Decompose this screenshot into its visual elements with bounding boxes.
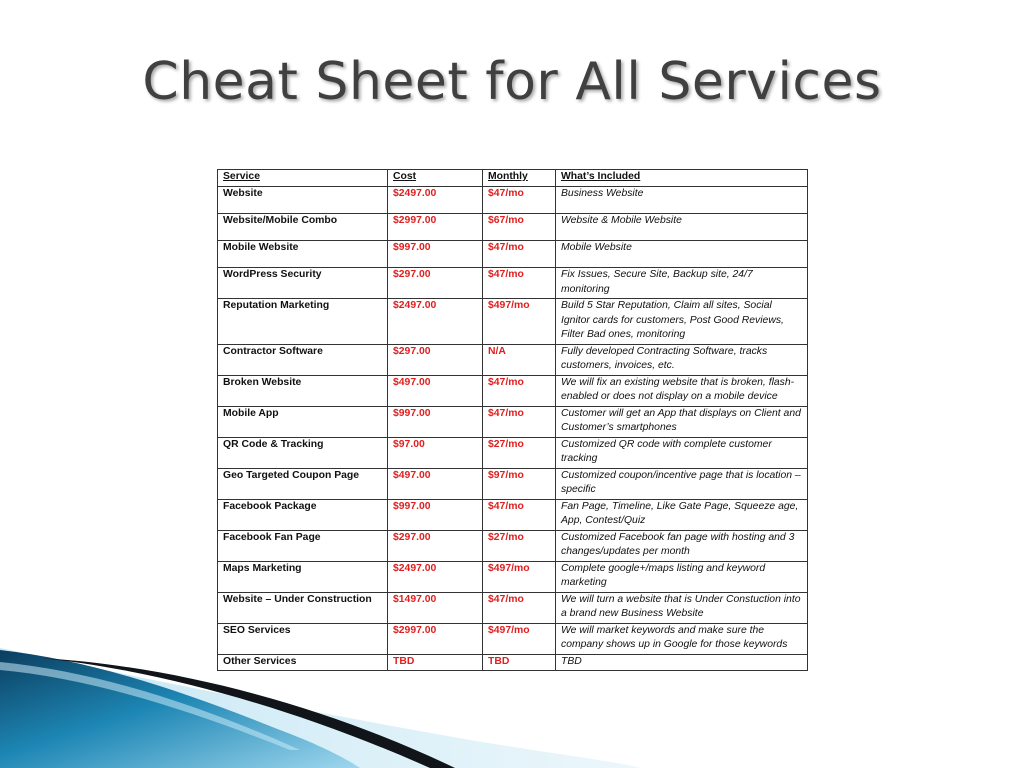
service-name: Mobile App (218, 406, 388, 437)
service-name: Broken Website (218, 375, 388, 406)
service-name: Website (218, 187, 388, 214)
service-included: We will fix an existing website that is broken, flash-enabled or does not display on a mobile device (556, 375, 808, 406)
table-row (218, 214, 808, 241)
service-monthly: N/A (483, 344, 556, 375)
service-name: Contractor Software (218, 344, 388, 375)
service-cost: $997.00 (388, 241, 483, 268)
service-included: Customer will get an App that displays on Client and Customer’s smartphones (556, 406, 808, 437)
table-row (218, 437, 808, 468)
service-name: Other Services (218, 654, 388, 671)
service-cost: $297.00 (388, 268, 483, 299)
service-monthly: $67/mo (483, 214, 556, 241)
table-row (218, 561, 808, 592)
table-row (218, 241, 808, 268)
table-row (218, 299, 808, 345)
service-monthly: $97/mo (483, 468, 556, 499)
header-whats-included: What’s Included (556, 170, 808, 187)
service-included: Business Website (556, 187, 808, 214)
service-name: Website – Under Construction (218, 592, 388, 623)
slide-title: Cheat Sheet for All Services (142, 52, 882, 112)
service-name: Reputation Marketing (218, 299, 388, 345)
service-cost: $2497.00 (388, 561, 483, 592)
service-cost: $497.00 (388, 468, 483, 499)
service-included: Build 5 Star Reputation, Claim all sites, Social Ignitor cards for customers, Post Good Reviews, Filter Bad ones, monitoring (556, 299, 808, 345)
service-name: Mobile Website (218, 241, 388, 268)
service-monthly: $27/mo (483, 437, 556, 468)
table-row (218, 268, 808, 299)
services-table-container (217, 169, 807, 671)
service-monthly: TBD (483, 654, 556, 671)
service-cost: $97.00 (388, 437, 483, 468)
service-included: Fan Page, Timeline, Like Gate Page, Squeeze age, App, Contest/Quiz (556, 499, 808, 530)
table-header-row (218, 170, 808, 187)
service-cost: $297.00 (388, 530, 483, 561)
service-monthly: $47/mo (483, 499, 556, 530)
service-cost: $1497.00 (388, 592, 483, 623)
header-monthly: Monthly (483, 170, 556, 187)
table-row (218, 499, 808, 530)
service-included: Website & Mobile Website (556, 214, 808, 241)
service-name: Maps Marketing (218, 561, 388, 592)
table-row (218, 468, 808, 499)
service-cost: $997.00 (388, 406, 483, 437)
header-service: Service (218, 170, 388, 187)
service-name: WordPress Security (218, 268, 388, 299)
service-cost: $497.00 (388, 375, 483, 406)
service-included: Fix Issues, Secure Site, Backup site, 24/7 monitoring (556, 268, 808, 299)
service-included: TBD (556, 654, 808, 671)
service-monthly: $47/mo (483, 268, 556, 299)
service-monthly: $497/mo (483, 561, 556, 592)
service-included: Customized coupon/incentive page that is location –specific (556, 468, 808, 499)
service-included: Customized QR code with complete customer tracking (556, 437, 808, 468)
table-row (218, 344, 808, 375)
service-cost: $997.00 (388, 499, 483, 530)
service-cost: $2497.00 (388, 187, 483, 214)
service-cost: $2497.00 (388, 299, 483, 345)
service-monthly: $47/mo (483, 241, 556, 268)
service-name: Website/Mobile Combo (218, 214, 388, 241)
service-included: Fully developed Contracting Software, tracks customers, invoices, etc. (556, 344, 808, 375)
service-cost: TBD (388, 654, 483, 671)
service-included: Mobile Website (556, 241, 808, 268)
service-name: Geo Targeted Coupon Page (218, 468, 388, 499)
service-monthly: $497/mo (483, 623, 556, 654)
service-monthly: $47/mo (483, 406, 556, 437)
table-row (218, 187, 808, 214)
service-cost: $297.00 (388, 344, 483, 375)
service-name: Facebook Package (218, 499, 388, 530)
service-cost: $2997.00 (388, 623, 483, 654)
service-included: Customized Facebook fan page with hosting and 3 changes/updates per month (556, 530, 808, 561)
service-name: Facebook Fan Page (218, 530, 388, 561)
service-included: We will market keywords and make sure the company shows up in Google for those keywords (556, 623, 808, 654)
service-monthly: $47/mo (483, 592, 556, 623)
service-cost: $2997.00 (388, 214, 483, 241)
service-monthly: $47/mo (483, 375, 556, 406)
service-name: SEO Services (218, 623, 388, 654)
table-row (218, 406, 808, 437)
service-monthly: $27/mo (483, 530, 556, 561)
service-monthly: $47/mo (483, 187, 556, 214)
services-table (217, 169, 808, 671)
service-name: QR Code & Tracking (218, 437, 388, 468)
service-included: Complete google+/maps listing and keyword marketing (556, 561, 808, 592)
table-row (218, 530, 808, 561)
service-included: We will turn a website that is Under Constuction into a brand new Business Website (556, 592, 808, 623)
header-cost: Cost (388, 170, 483, 187)
table-row (218, 375, 808, 406)
decorative-wave-graphic (0, 600, 1024, 768)
service-monthly: $497/mo (483, 299, 556, 345)
